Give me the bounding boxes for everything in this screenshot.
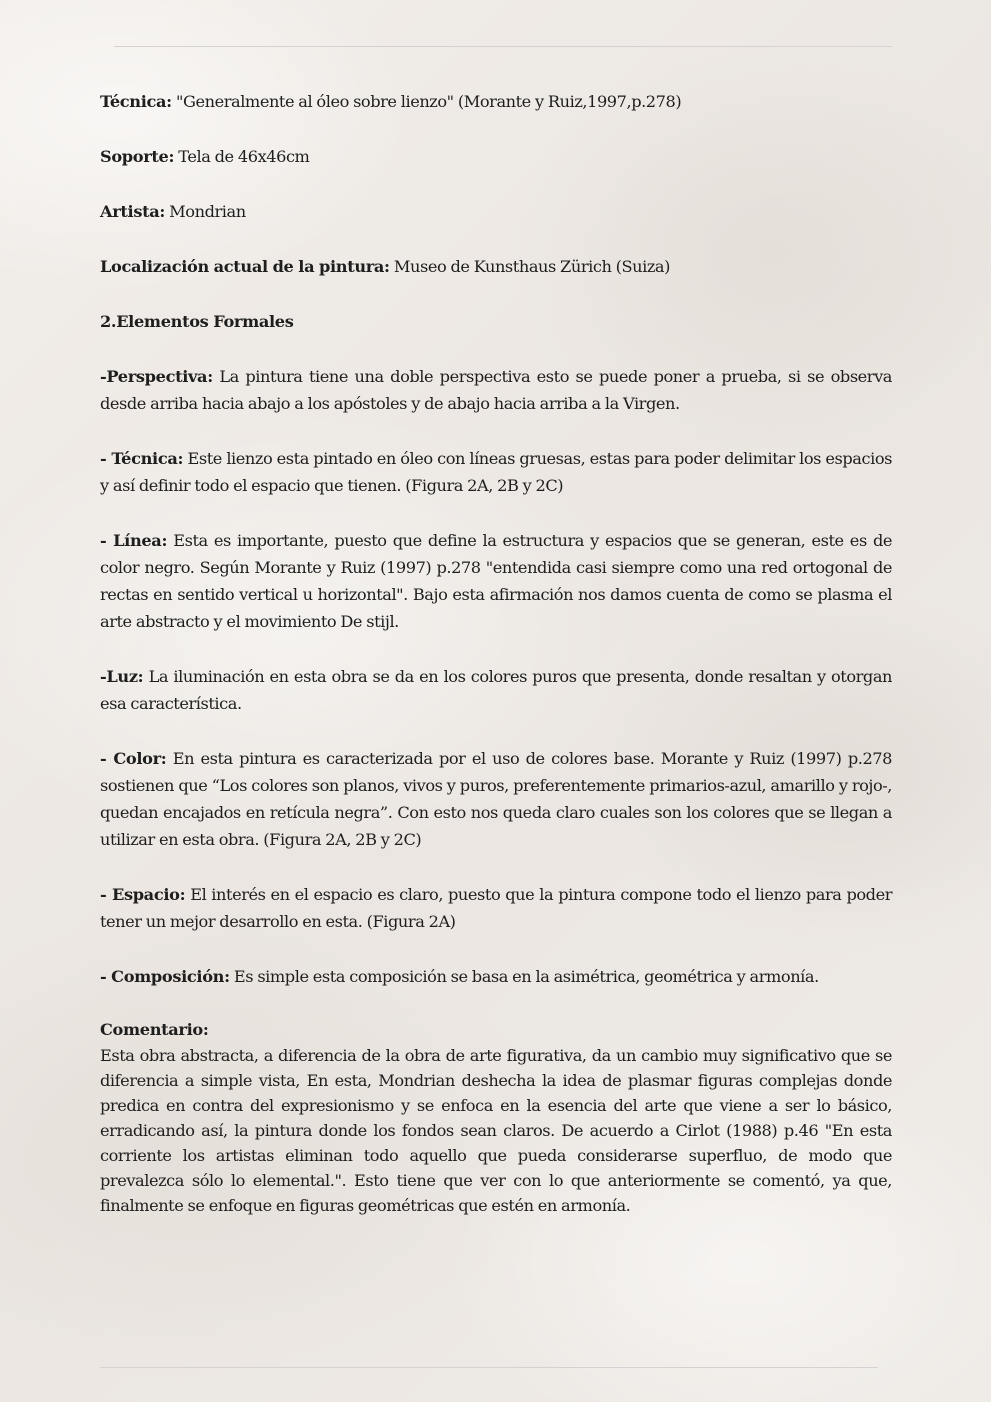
section-heading-text: 2.Elementos Formales [100, 312, 294, 331]
element-composicion [100, 963, 892, 990]
element-text: La iluminación en esta obra se da en los colores puros que presenta, donde resaltan y otorgan esa característica. [100, 667, 892, 713]
field-label: Soporte: [100, 147, 175, 166]
field-value: "Generalmente al óleo sobre lienzo" (Morante y Ruiz,1997,p.278) [171, 92, 682, 111]
document-body [100, 88, 892, 1218]
element-text: El interés en el espacio es claro, puesto que la pintura compone todo el lienzo para poder tener un mejor desarrollo en esta. (Figura 2A) [100, 885, 892, 931]
element-label: - Composición: [100, 967, 230, 986]
field-label: Artista: [100, 202, 165, 221]
element-tecnica [100, 445, 892, 499]
comentario-title-text: Comentario: [100, 1020, 209, 1039]
element-label: - Línea: [100, 531, 168, 550]
field-value: Museo de Kunsthaus Zürich (Suiza) [389, 257, 670, 276]
element-text: Esta es importante, puesto que define la estructura y espacios que se generan, este es de color negro. Según Morante y Ruiz (1997) p.278 "entendida casi siempre como una red ortogonal de rectas en sentido vertical u horizontal". Bajo esta afirmación nos damos cuenta de como se plasma el arte abstracto y el movimiento De stijl. [100, 531, 892, 631]
element-label: - Espacio: [100, 885, 186, 904]
top-rule [114, 46, 892, 47]
field-label: Localización actual de la pintura: [100, 257, 390, 276]
element-color [100, 745, 892, 853]
field-soporte [100, 143, 892, 170]
field-tecnica [100, 88, 892, 115]
comentario-text: Esta obra abstracta, a diferencia de la obra de arte figurativa, da un cambio muy significativo que se diferencia a simple vista, En esta, Mondrian deshecha la idea de plasmar figuras complejas donde predica en contra del expresionismo y se enfoca en la esencia del arte que viene a ser lo básico, erradicando así, la pintura donde los fondos sean claros. De acuerdo a Cirlot (1988) p.46 "En esta corriente los artistas eliminan todo aquello que pueda considerarse superfluo, de modo que prevalezca sólo lo elemental.". Esto tiene que ver con lo que anteriormente se comentó, ya que, finalmente se enfoque en figuras geométricas que estén en armonía. [100, 1046, 892, 1215]
bottom-rule [100, 1367, 878, 1368]
element-label: - Color: [100, 749, 167, 768]
field-artista [100, 198, 892, 225]
element-label: - Técnica: [100, 449, 184, 468]
comentario-title [100, 1016, 892, 1043]
element-text: Este lienzo esta pintado en óleo con líneas gruesas, estas para poder delimitar los espacios y así definir todo el espacio que tienen. (Figura 2A, 2B y 2C) [100, 449, 892, 495]
field-localizacion [100, 253, 892, 280]
element-text: Es simple esta composición se basa en la asimétrica, geométrica y armonía. [229, 967, 819, 986]
element-label: -Luz: [100, 667, 144, 686]
section-heading [100, 308, 892, 335]
element-text: En esta pintura es caracterizada por el uso de colores base. Morante y Ruiz (1997) p.278 sostienen que “Los colores son planos, vivos y puros, preferentemente primarios-azul, amarillo y rojo-, quedan encajados en retícula negra”. Con esto nos queda claro cuales son los colores que se llegan a utilizar en esta obra. (Figura 2A, 2B y 2C) [100, 749, 892, 849]
element-linea [100, 527, 892, 635]
element-label: -Perspectiva: [100, 367, 213, 386]
element-espacio [100, 881, 892, 935]
element-text: La pintura tiene una doble perspectiva esto se puede poner a prueba, si se observa desde arriba hacia abajo a los apóstoles y de abajo hacia arriba a la Virgen. [100, 367, 892, 413]
field-label: Técnica: [100, 92, 172, 111]
field-value: Tela de 46x46cm [174, 147, 310, 166]
field-value: Mondrian [164, 202, 246, 221]
element-perspectiva [100, 363, 892, 417]
element-luz [100, 663, 892, 717]
